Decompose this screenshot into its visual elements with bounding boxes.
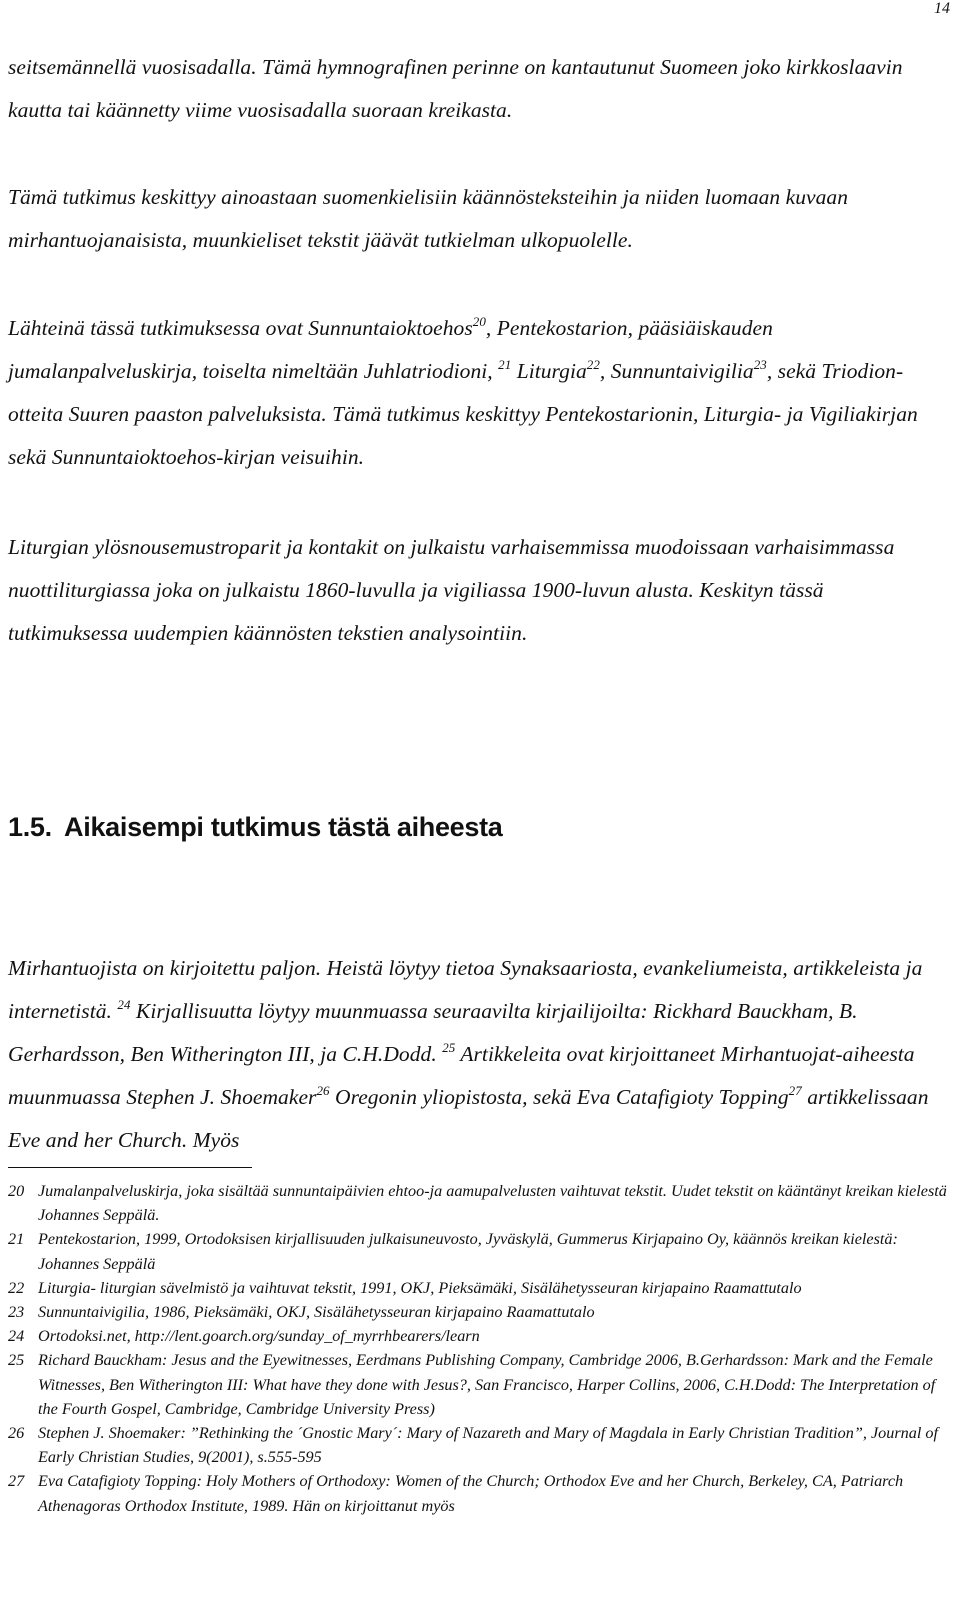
text-run: , Pentekostarion, pääsiäiskauden jumalanpalveluskirja, toiselta nimeltään Juhlatriodioni, — [8, 316, 773, 383]
text-run: Liturgia — [511, 359, 587, 383]
footnote-separator — [8, 1167, 252, 1168]
footnote-reference: 25 — [442, 1040, 456, 1055]
text-run: Oregonin yliopistosta, sekä Eva Catafigioty Topping — [329, 1085, 789, 1109]
paragraph-liturgy-publications — [8, 526, 948, 655]
footnote-item — [8, 1300, 948, 1324]
section-number: 1.5. — [8, 812, 52, 842]
paragraph-text — [8, 307, 948, 479]
footnote-item — [8, 1324, 948, 1348]
footnote-text: Richard Bauckham: Jesus and the Eyewitnesses, Eerdmans Publishing Company, Cambridge 2006, B.Gerhardsson: Mark and the Female Witnesses, Ben Witherington III: What have they done with Jesus?, San Francisco, Harper Collins, 2006, C.H.Dodd: The Interpretation of the Fourth Gospel, Cambridge, Cambridge University Press) — [38, 1351, 936, 1418]
footnote-reference: 20 — [472, 314, 486, 329]
footnote-text: Sunnuntaivigilia, 1986, Pieksämäki, OKJ, Sisälähetysseuran kirjapaino Raamattutalo — [38, 1303, 595, 1322]
footnote-item — [8, 1348, 948, 1421]
section-title: Aikaisempi tutkimus tästä aiheesta — [64, 812, 503, 842]
footnote-text: Jumalanpalveluskirja, joka sisältää sunnuntaipäivien ehtoo-ja aamupalvelusten vaihtuvat tekstit. Uudet tekstit on kääntänyt kreikan kielestä Johannes Seppälä. — [38, 1182, 947, 1225]
text-run: Kirjallisuutta löytyy muunmuassa seuraavilta kirjailijoilta: Rickhard Bauckham, B. Gerhardsson, Ben Witherington III, ja C.H.Dodd. — [8, 999, 858, 1066]
text-run: Mirhantuojista on kirjoitettu paljon. Heistä löytyy tietoa Synaksaariosta, evankeliumeista, artikkeleista ja internetistä. — [8, 956, 923, 1023]
text-run: Artikkeleita ovat kirjoittaneet Mirhantuojat-aiheesta muunmuassa Stephen J. Shoemaker — [8, 1042, 915, 1109]
footnote-number: 23 — [8, 1303, 25, 1322]
text-run: seitsemännellä vuosisadalla. Tämä hymnografinen perinne on kantautunut Suomeen joko kirkkoslaavin kautta tai käännetty viime vuosisadalla suoraan kreikasta. — [8, 55, 903, 122]
footnote-item — [8, 1227, 948, 1275]
text-run: , sekä Triodion-otteita Suuren paaston palveluksista. Tämä tutkimus keskittyy Pentekostarionin, Liturgia- ja Vigiliakirjan sekä Sunnuntaioktoehos-kirjan veisuihin. — [8, 359, 918, 469]
text-run: Tämä tutkimus keskittyy ainoastaan suomenkielisiin käännösteksteihin ja niiden luomaan kuvaan mirhantuojanaisista, muunkieliset tekstit jäävät tutkielman ulkopuolelle. — [8, 185, 849, 252]
footnote-text: Pentekostarion, 1999, Ortodoksisen kirjallisuuden julkaisuneuvosto, Jyväskylä, Gummerus Kirjapaino Oy, käännös kreikan kielestä: Johannes Seppälä — [38, 1230, 898, 1273]
footnote-number: 20 — [8, 1182, 25, 1200]
paragraph-sources — [8, 307, 948, 479]
text-run: , Sunnuntaivigilia — [599, 359, 754, 383]
page-number: 14 — [934, 0, 950, 17]
text-run: Liturgian ylösnousemustroparit ja kontakit on julkaistu varhaisemmissa muodoissaan varhaisimmassa nuottiliturgiassa joka on julkaistu 1860-luvulla ja vigiliassa 1900-luvun alusta. Keskityn tässä tutkimuksessa uudempien käännösten tekstien analysointiin. — [8, 535, 895, 645]
footnote-number: 22 — [8, 1278, 25, 1297]
footnote-reference: 27 — [788, 1083, 802, 1098]
paragraph-text — [8, 46, 948, 132]
paragraph-intro-continuation — [8, 46, 948, 132]
paragraph-text — [8, 176, 948, 262]
paragraph-previous-research — [8, 947, 948, 1162]
footnote-item — [8, 1469, 948, 1517]
footnote-text: Liturgia- liturgian sävelmistö ja vaihtuvat tekstit, 1991, OKJ, Pieksämäki, Sisälähetysseuran kirjapaino Raamattutalo — [38, 1278, 802, 1297]
footnote-reference: 23 — [753, 357, 767, 372]
footnote-text: Stephen J. Shoemaker: ”Rethinking the ´Gnostic Mary´: Mary of Nazareth and Mary of Magdala in Early Christian Tradition”, Journal of Early Christian Studies, 9(2001), s.555-595 — [38, 1424, 938, 1467]
paragraph-text — [8, 947, 948, 1162]
footnote-number: 24 — [8, 1327, 25, 1346]
paragraph-text — [8, 526, 948, 655]
section-heading — [8, 812, 503, 843]
footnote-reference: 26 — [316, 1083, 330, 1098]
text-run: artikkelissaan Eve and her Church. Myös — [8, 1085, 929, 1152]
footnote-reference: 21 — [498, 357, 512, 372]
footnote-text: Eva Catafigioty Topping: Holy Mothers of Orthodoxy: Women of the Church; Orthodox Eve and her Church, Berkeley, CA, Patriarch Athenagoras Orthodox Institute, 1989. Hän on kirjoittanut myös — [38, 1472, 904, 1515]
text-run: Lähteinä tässä tutkimuksessa ovat Sunnuntaioktoehos — [8, 316, 473, 340]
footnote-item — [8, 1276, 948, 1300]
paragraph-scope — [8, 176, 948, 262]
footnote-item — [8, 1421, 948, 1469]
footnote-number: 27 — [8, 1472, 25, 1491]
footnote-reference: 22 — [586, 357, 600, 372]
footnote-list — [8, 1179, 948, 1518]
footnote-text: Ortodoksi.net, http://lent.goarch.org/sunday_of_myrrhbearers/learn — [38, 1327, 480, 1346]
footnote-number: 25 — [8, 1351, 25, 1370]
footnote-reference: 24 — [117, 997, 131, 1012]
footnote-number: 26 — [8, 1424, 25, 1443]
footnote-number: 21 — [8, 1230, 25, 1249]
footnote-item — [8, 1179, 948, 1227]
